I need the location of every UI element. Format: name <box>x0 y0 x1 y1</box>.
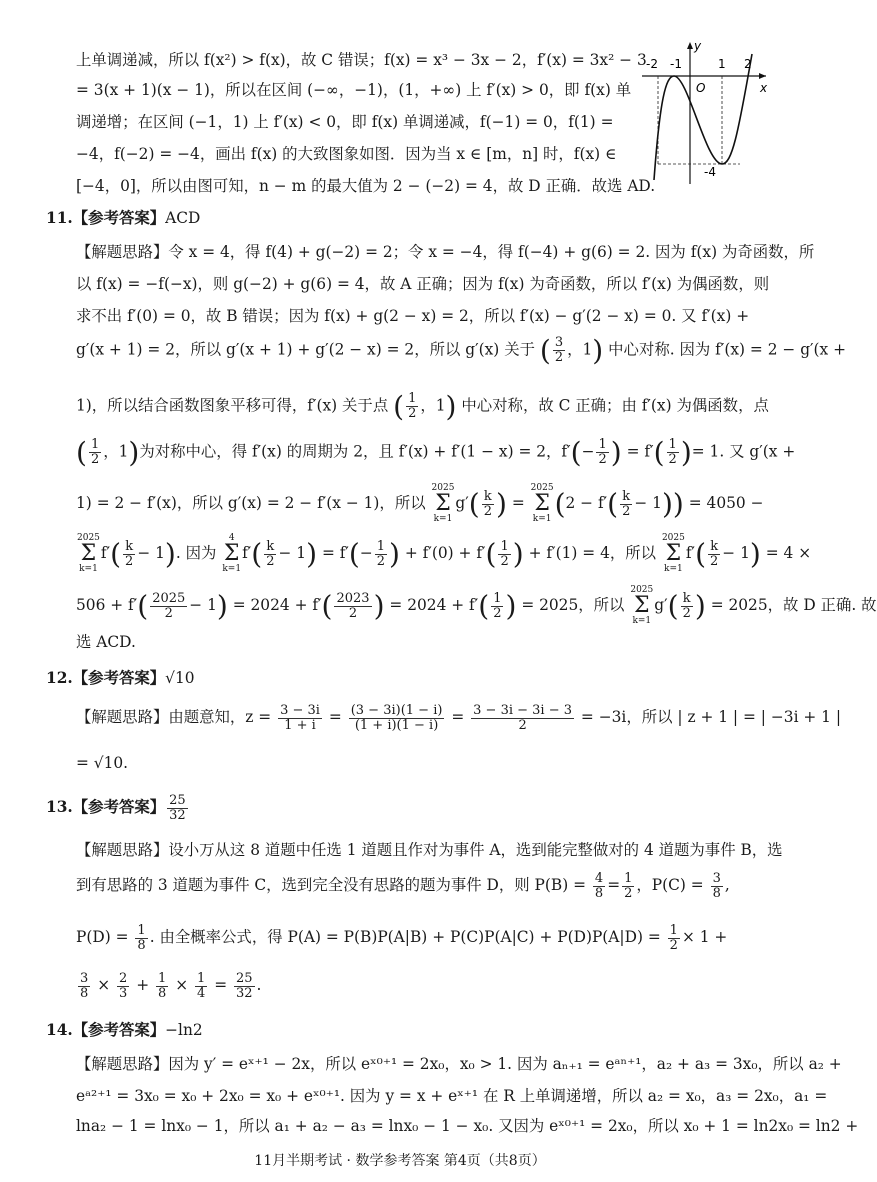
question-13-header: 13.【参考答案】 $\frac{25}{32}$ <box>46 793 186 823</box>
text-line: lna₂ − 1 = lnx₀ − 1，所以 a₁ + a₂ − a₃ = lnx₀ − 1 − x₀. 又因为 eˣ⁰⁺¹ = 2x₀，所以 x₀ + 1 = ln2x₀ = ln2 + <box>76 1117 859 1135</box>
math-line: 1)，所以结合函数图象平移可得，f′(x) 关于点 ( $\frac{1}{2}$ ，1) 中心对称，故 C 正确；由 f′(x) 为偶函数，点 <box>76 390 769 423</box>
text-line: 调递增；在区间 (−1，1) 上 f′(x) < 0，即 f(x) 单调递减，f(−1) = 0，f(1) = <box>76 113 614 131</box>
math-line: g′(x + 1) = 2，所以 g′(x + 1) + g′(2 − x) = 2，所以 g′(x) 关于 ( $\frac{3}{2}$ ，1) 中心对称. 因为 f′(x) = 2 − g′(x + <box>76 334 847 367</box>
tick-label: 2 <box>744 57 752 71</box>
text-line: −4，f(−2) = −4，画出 f(x) 的大致图象如图．因为当 x ∈ [m，n] 时，f(x) ∈ <box>76 145 617 163</box>
math-line: ( $\frac{1}{2}$ ，1)为对称中心，得 f′(x) 的周期为 2，且 f′(x) + f′(1 − x) = 2，f′(− $\frac{1}{2}$ ) = f′( $\frac{1}{2}$ )= 1. 又 g′(x + <box>76 436 796 469</box>
text-line: = 3(x + 1)(x − 1)，所以在区间 (−∞，−1)，(1，+∞) 上 f′(x) > 0，即 f(x) 单 <box>76 81 632 99</box>
function-graph <box>640 38 780 188</box>
text-line: [−4，0]，所以由图可知，n − m 的最大值为 2 − (−2) = 4，故 D 正确．故选 AD. <box>76 177 656 195</box>
text-line: 选 ACD. <box>76 633 136 651</box>
math-line: 到有思路的 3 道题为事件 C，选到完全没有思路的题为事件 D，则 P(B) = $\frac{4}{8}$ = $\frac{1}{2}$ ，P(C) = $\frac{3}{8}$ , <box>76 871 730 901</box>
tick-label: -4 <box>704 165 716 179</box>
math-line: $\frac{3}{8}$ × $\frac{2}{3}$ + $\frac{1}{8}$ × $\frac{1}{4}$ = $\frac{25}{32}$ . <box>80 971 262 1001</box>
math-line: P(D) = $\frac{1}{8}$ . 由全概率公式，得 P(A) = P(B)P(A|B) + P(C)P(A|C) + P(D)P(A|D) = $\frac{1}{2}$ × 1 + <box>76 923 728 953</box>
math-line: 2025 Σ k=1 f′( $\frac{k}{2}$ − 1). 因为 4 Σ k=1 f′( $\frac{k}{2}$ − 1) = f′(− $\frac{1}{2}$ ) + f′(0) + f′( $\frac{1}{2}$ ) + f′(1) = 4，所以 2025 Σ k=1 f′( $\frac{k}{2}$ − 1) = 4 × <box>77 533 812 574</box>
text-line: 【解题思路】设小万从这 8 道题中任选 1 道题且作对为事件 A，选到能完整做对的 4 道题为事件 B，选 <box>76 841 783 859</box>
math-line: 1) = 2 − f′(x)，所以 g′(x) = 2 − f′(x − 1)，所以 2025 Σ k=1 g′( $\frac{k}{2}$ ) = 2025 Σ k=1 (2 − f′( $\frac{k}{2}$ − 1)) = 4050 − <box>76 483 764 524</box>
axis-label-x: x <box>760 81 768 95</box>
text-line: = √10. <box>76 754 129 772</box>
page-footer: 11月半期考试 · 数学参考答案 第4页（共8页） <box>254 1153 546 1169</box>
question-12-header: 12.【参考答案】√10 <box>46 669 195 687</box>
text-line: 求不出 f′(0) = 0，故 B 错误；因为 f(x) + g(2 − x) = 2，所以 f′(x) − g′(2 − x) = 0. 又 f′(x) + <box>76 307 750 325</box>
text-line: eᵃ²⁺¹ = 3x₀ = x₀ + 2x₀ = x₀ + eˣ⁰⁺¹. 因为 y = x + eˣ⁺¹ 在 R 上单调递增，所以 a₂ = x₀，a₃ = 2x₀，a₁ = <box>76 1087 828 1105</box>
tick-label: -1 <box>670 57 682 71</box>
question-14-header: 14.【参考答案】−ln2 <box>46 1021 203 1039</box>
axis-label-y: y <box>694 39 702 53</box>
question-11-header: 11.【参考答案】ACD <box>46 209 201 227</box>
text-line: 【解题思路】因为 y′ = eˣ⁺¹ − 2x，所以 eˣ⁰⁺¹ = 2x₀，x₀ > 1. 因为 aₙ₊₁ = eᵃⁿ⁺¹，a₂ + a₃ = 3x₀，所以 a₂ + <box>76 1055 842 1073</box>
text-line: 【解题思路】令 x = 4，得 f(4) + g(−2) = 2；令 x = −4，得 f(−4) + g(6) = 2. 因为 f(x) 为奇函数，所 <box>76 243 815 261</box>
math-line: 506 + f′( $\frac{2025}{2}$ − 1) = 2024 + f′( $\frac{2023}{2}$ ) = 2024 + f′( $\frac{1}{2}$ ) = 2025，所以 2025 Σ k=1 g′( $\frac{k}{2}$ ) = 2025，故 D 正确. 故 <box>76 585 877 626</box>
math-line: 【解题思路】由题意知，z = $\frac{3 - 3i}{1 + i}$ = $\frac{(3 - 3i)(1 - i)}{(1 + i)(1 - i)}$ = $\frac{3 - 3i - 3i - 3}{2}$ = −3i，所以 | z + 1 | = | −3i + 1 | <box>76 703 842 733</box>
tick-label: 1 <box>718 57 726 71</box>
text-line: 上单调递减，所以 f(x²) > f(x)，故 C 错误；f(x) = x³ − 3x − 2，f′(x) = 3x² − 3 <box>76 51 647 69</box>
text-line: 以 f(x) = −f(−x)，则 g(−2) + g(6) = 4，故 A 正确；因为 f(x) 为奇函数，所以 f′(x) 为偶函数，则 <box>76 275 770 293</box>
origin-label: O <box>696 81 706 95</box>
tick-label: -2 <box>646 57 658 71</box>
